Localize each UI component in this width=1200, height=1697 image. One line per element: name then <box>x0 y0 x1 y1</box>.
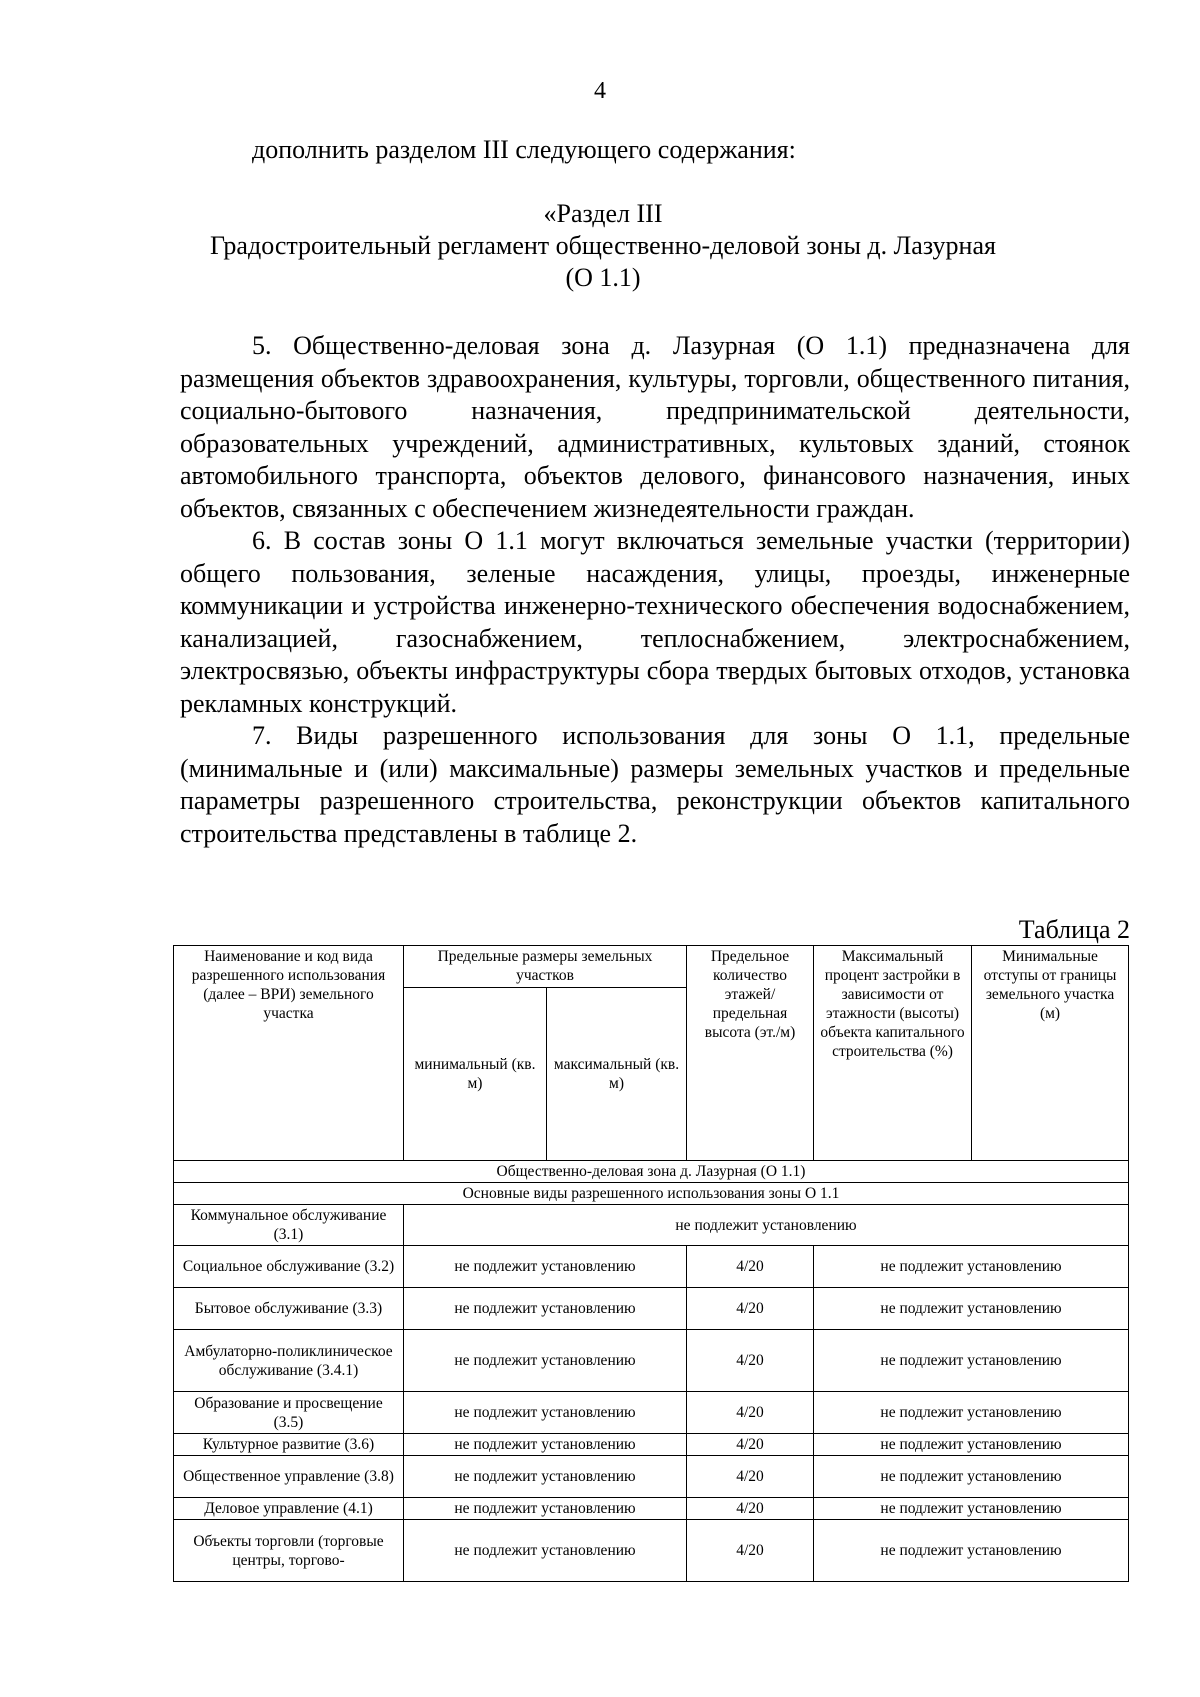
table-caption: Таблица 2 <box>1018 915 1130 944</box>
header-coverage: Максимальный процент застройки в зависимости от этажности (высоты) объекта капитального строительства (%) <box>814 946 972 1161</box>
table-row <box>174 1246 1129 1288</box>
row-floors: 4/20 <box>687 1392 814 1434</box>
row-sizes: не подлежит установлению <box>404 1392 687 1434</box>
row-rest: не подлежит установлению <box>814 1434 1129 1456</box>
row-sizes: не подлежит установлению <box>404 1330 687 1392</box>
row-sizes: не подлежит установлению <box>404 1288 687 1330</box>
row-floors: 4/20 <box>687 1288 814 1330</box>
header-setbacks: Минимальные отступы от границы земельного участка (м) <box>972 946 1129 1161</box>
row-rest: не подлежит установлению <box>814 1456 1129 1498</box>
row-sizes: не подлежит установлению <box>404 1520 687 1582</box>
table-row <box>174 1205 1129 1246</box>
row-name: Амбулаторно-поликлиническое обслуживание (3.4.1) <box>174 1330 404 1392</box>
table-row <box>174 1456 1129 1498</box>
paragraph-6: 6. В состав зоны О 1.1 могут включаться земельные участки (территории) общего пользования, зеленые насаждения, улицы, проезды, инженерные коммуникации и устройства инженерно-технического обеспечения водоснабжением, канализацией, газоснабжением, теплоснабжением, электроснабжением, электросвязью, объекты инфраструктуры сбора твердых бытовых отходов, установка рекламных конструкций. <box>180 526 1130 718</box>
row-sizes: не подлежит установлению <box>404 1434 687 1456</box>
zone-title-row <box>174 1161 1129 1183</box>
paragraph-7: 7. Виды разрешенного использования для зоны О 1.1, предельные (минимальные и (или) максимальные) размеры земельных участков и предельные параметры разрешенного строительства, реконструкции объектов капитального строительства представлены в таблице 2. <box>180 721 1130 848</box>
row-rest: не подлежит установлению <box>814 1392 1129 1434</box>
row-floors: 4/20 <box>687 1434 814 1456</box>
regulation-table <box>173 945 1129 1582</box>
row-name: Коммунальное обслуживание (3.1) <box>174 1205 404 1246</box>
row-sizes: не подлежит установлению <box>404 1456 687 1498</box>
row-sizes: не подлежит установлению <box>404 1246 687 1288</box>
row-name: Образование и просвещение (3.5) <box>174 1392 404 1434</box>
row-sizes: не подлежит установлению <box>404 1498 687 1520</box>
table-row <box>174 1520 1129 1582</box>
header-min: минимальный (кв. м) <box>404 988 547 1161</box>
row-floors: 4/20 <box>687 1330 814 1392</box>
header-max: максимальный (кв. м) <box>547 988 687 1161</box>
row-name: Деловое управление (4.1) <box>174 1498 404 1520</box>
body-text <box>180 330 1130 850</box>
row-floors: 4/20 <box>687 1498 814 1520</box>
section-title: Градостроительный регламент общественно-деловой зоны д. Лазурная <box>210 231 996 260</box>
section-heading <box>0 198 1200 294</box>
section-label: «Раздел III <box>543 199 663 228</box>
section-code: (О 1.1) <box>565 263 641 292</box>
header-plot-sizes: Предельные размеры земельных участков <box>404 946 687 988</box>
row-rest: не подлежит установлению <box>814 1498 1129 1520</box>
table-row <box>174 1330 1129 1392</box>
table-row <box>174 1392 1129 1434</box>
paragraph-5: 5. Общественно-деловая зона д. Лазурная (О 1.1) предназначена для размещения объектов здравоохранения, культуры, торговли, общественного питания, социально-бытового назначения, предпринимательской деятельности, образовательных учреждений, административных, культовых зданий, стоянок автомобильного транспорта, объектов делового, финансового назначения, иных объектов, связанных с обеспечением жизнедеятельности граждан. <box>180 331 1130 523</box>
zone-title: Общественно-деловая зона д. Лазурная (О 1.1) <box>174 1161 1129 1183</box>
row-name: Социальное обслуживание (3.2) <box>174 1246 404 1288</box>
row-name: Бытовое обслуживание (3.3) <box>174 1288 404 1330</box>
table-row <box>174 1498 1129 1520</box>
table-row <box>174 1434 1129 1456</box>
row-rest: не подлежит установлению <box>814 1288 1129 1330</box>
row-name: Общественное управление (3.8) <box>174 1456 404 1498</box>
row-name: Объекты торговли (торговые центры, торгово- <box>174 1520 404 1582</box>
main-types-title: Основные виды разрешенного использования зоны О 1.1 <box>174 1183 1129 1205</box>
row-floors: 4/20 <box>687 1456 814 1498</box>
header-name: Наименование и код вида разрешенного использования (далее – ВРИ) земельного участка <box>174 946 404 1161</box>
intro-line: дополнить разделом III следующего содержания: <box>252 135 796 164</box>
row-rest: не подлежит установлению <box>814 1330 1129 1392</box>
row-rest: не подлежит установлению <box>814 1520 1129 1582</box>
row-floors: 4/20 <box>687 1246 814 1288</box>
header-floors: Предельное количество этажей/ предельная высота (эт./м) <box>687 946 814 1161</box>
row-value: не подлежит установлению <box>404 1205 1129 1246</box>
page-number: 4 <box>594 78 606 104</box>
table-header-row <box>174 946 1129 988</box>
main-types-row <box>174 1183 1129 1205</box>
table-row <box>174 1288 1129 1330</box>
row-rest: не подлежит установлению <box>814 1246 1129 1288</box>
row-name: Культурное развитие (3.6) <box>174 1434 404 1456</box>
row-floors: 4/20 <box>687 1520 814 1582</box>
